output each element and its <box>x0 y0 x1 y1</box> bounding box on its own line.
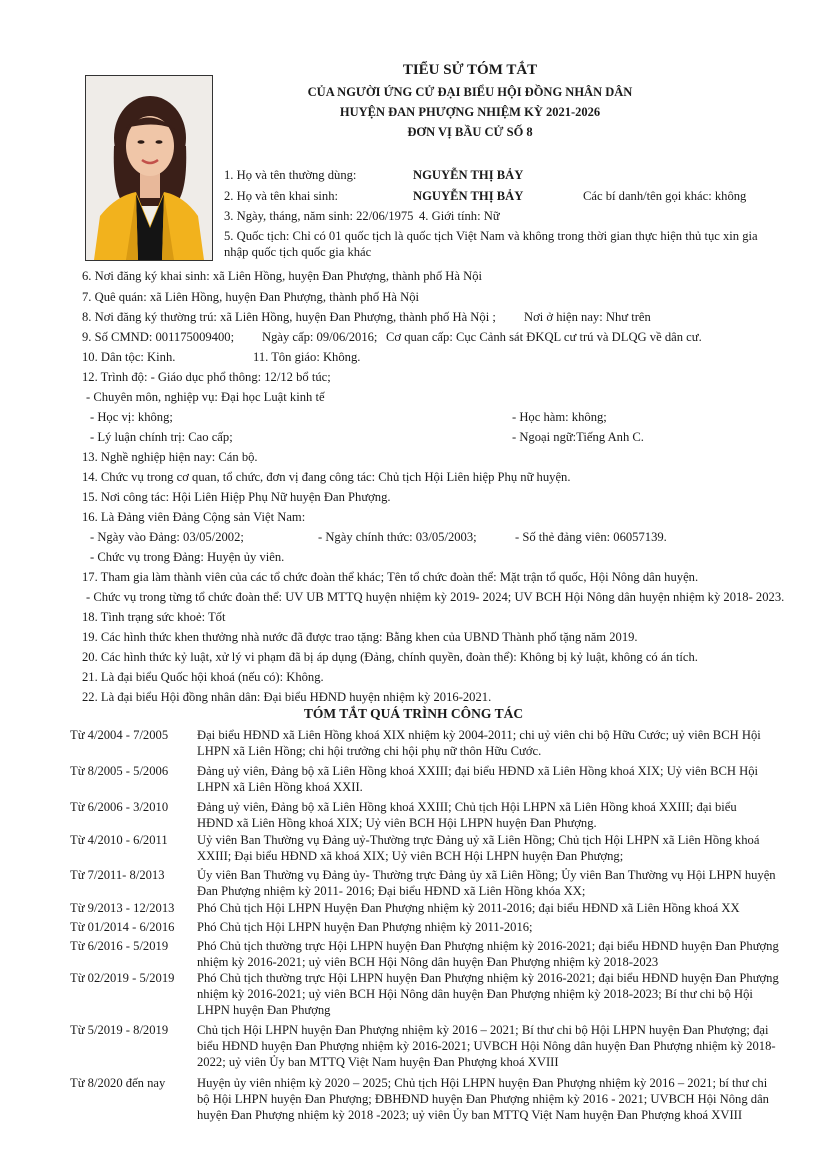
work-description-line: LHPN xã Liên Hồng khoá XXII. <box>197 780 363 794</box>
field-peoples-council: 22. Là đại biểu Hội đồng nhân dân: Đại biểu HĐND huyện nhiệm kỳ 2016-2021. <box>82 690 492 704</box>
work-description-line: Đảng uỷ viên, Đảng bộ xã Liên Hồng khoá XXIII; đại biểu HĐND xã Liên Hồng khoá XIX; Uỷ viên BCH Hội <box>197 764 759 778</box>
field-awards: 19. Các hình thức khen thưởng nhà nước đã được trao tặng: Bằng khen của UBND Thành phố tặng năm 2019. <box>82 630 638 644</box>
work-description <box>197 900 772 916</box>
field-permanent-residence: 8. Nơi đăng ký thường trú: xã Liên Hồng, huyện Đan Phượng, thành phố Hà Nội ; <box>82 310 496 324</box>
work-description-line: nhiệm kỳ 2016-2021; uỷ viên BCH Hội Nông dân huyện Đan Phượng nhiệm kỳ 2018-2023 <box>197 955 659 969</box>
work-description <box>197 832 772 864</box>
field-specialty: - Chuyên môn, nghiệp vụ: Đại học Luật kinh tế <box>86 390 325 404</box>
field-id-number: 9. Số CMND: 001175009400; <box>82 330 235 344</box>
work-period: Từ 7/2011- 8/2013 <box>70 868 165 882</box>
work-period: Từ 9/2013 - 12/2013 <box>70 901 175 915</box>
field-nationality-line1: 5. Quốc tịch: Chỉ có 01 quốc tịch là quốc tịch Việt Nam và không trong thời gian thực hiện thủ tục xin gia <box>224 229 758 243</box>
field-organizations: 17. Tham gia làm thành viên của các tổ chức đoàn thể khác; Tên tổ chức đoàn thể: Mặt trận tổ quốc, Hội Nông dân huyện. <box>82 570 699 584</box>
header-subtitle-2: HUYỆN ĐAN PHƯỢNG NHIỆM KỲ 2021-2026 <box>339 105 601 119</box>
field-common-name-value: NGUYỄN THỊ BẢY <box>413 168 524 182</box>
work-description <box>197 938 779 970</box>
work-description-line: Đại biểu HĐND xã Liên Hồng khoá XIX nhiệm kỳ 2004-2011; chi uỷ viên chi bộ Hữu Cước; uỷ viên BCH Hội <box>197 728 761 742</box>
field-id-issue-date: Ngày cấp: 09/06/2016; <box>262 330 378 344</box>
work-period: Từ 5/2019 - 8/2019 <box>70 1023 169 1037</box>
work-period: Từ 4/2010 - 6/2011 <box>70 833 168 847</box>
field-current-residence: Nơi ở hiện nay: Như trên <box>524 310 651 324</box>
field-national-assembly: 21. Là đại biểu Quốc hội khoá (nếu có): Không. <box>82 670 324 684</box>
work-period: Từ 01/2014 - 6/2016 <box>70 920 175 934</box>
work-period: Từ 8/2005 - 5/2006 <box>70 764 169 778</box>
field-party-official-date: - Ngày chính thức: 03/05/2003; <box>318 530 477 544</box>
field-organization-positions: - Chức vụ trong từng tổ chức đoàn thể: UV UB MTTQ huyện nhiệm kỳ 2019- 2024; UV BCH Hội Nông dân huyện nhiệm kỳ 2018- 2023. <box>86 590 785 604</box>
work-description-line: XXIII; Đại biểu HĐND xã khoá XIX; Uỷ viên BCH Hội LHPN huyện Đan Phượng; <box>197 849 624 863</box>
work-description <box>197 919 772 935</box>
field-ethnicity: 10. Dân tộc: Kinh. <box>82 350 176 364</box>
field-dob: 3. Ngày, tháng, năm sinh: 22/06/1975 <box>224 209 414 223</box>
field-political-theory: - Lý luận chính trị: Cao cấp; <box>90 430 233 444</box>
field-discipline: 20. Các hình thức kỷ luật, xử lý vi phạm đã bị áp dụng (Đảng, chính quyền, đoàn thể): Không bị kỷ luật, không có án tích. <box>82 650 698 664</box>
field-position: 14. Chức vụ trong cơ quan, tổ chức, đơn vị đang công tác: Chủ tịch Hội Liên hiệp Phụ nữ huyện. <box>82 470 571 484</box>
work-description <box>197 970 779 1018</box>
field-academic-title: - Học hàm: không; <box>512 410 607 424</box>
field-nationality-line2: nhập quốc tịch quốc gia khác <box>224 245 372 259</box>
work-description-line: Uỷ viên Ban Thường vụ Đảng uỷ-Thường trực Đảng uỷ xã Liên Hồng; Chủ tịch Hội LHPN xã Liên Hồng khoá <box>197 833 760 847</box>
work-description-line: LHPN huyện Đan Phượng <box>197 1003 331 1017</box>
work-description <box>197 727 772 759</box>
work-description <box>197 867 776 899</box>
field-education: 12. Trình độ: - Giáo dục phổ thông: 12/12 bổ túc; <box>82 370 331 384</box>
work-description-line: Phó Chủ tịch thường trực Hội LHPN huyện Đan Phượng nhiệm kỳ 2016-2021; đại biểu HĐND huyện Đan Phượng <box>197 939 779 953</box>
field-alias: Các bí danh/tên gọi khác: không <box>583 189 747 203</box>
field-party-member: 16. Là Đảng viên Đảng Cộng sản Việt Nam: <box>82 510 306 524</box>
work-description-line: Phó Chủ tịch Hội LHPN huyện Đan Phượng nhiệm kỳ 2011-2016; <box>197 920 533 934</box>
work-description-line: Đảng uỷ viên, Đảng bộ xã Liên Hồng khoá XXIII; Chủ tịch Hội LHPN xã Liên Hồng khoá XXIII; đại biểu <box>197 800 737 814</box>
field-hometown: 7. Quê quán: xã Liên Hồng, huyện Đan Phượng, thành phố Hà Nội <box>82 290 420 304</box>
work-description <box>197 763 772 795</box>
field-id-issuer: Cơ quan cấp: Cục Cảnh sát ĐKQL cư trú và DLQG về dân cư. <box>386 330 702 344</box>
field-gender: 4. Giới tính: Nữ <box>419 209 500 223</box>
portrait-photo <box>85 75 213 261</box>
field-party-position: - Chức vụ trong Đảng: Huyện ủy viên. <box>90 550 285 564</box>
field-birth-name-value: NGUYỄN THỊ BẢY <box>413 189 524 203</box>
field-health: 18. Tình trạng sức khoẻ: Tốt <box>82 610 226 624</box>
field-degree: - Học vị: không; <box>90 410 173 424</box>
work-description-line: Phó Chủ tịch thường trực Hội LHPN huyện Đan Phượng nhiệm kỳ 2016-2021; đại biểu HĐND huyện Đan Phượng <box>197 971 779 985</box>
work-period: Từ 02/2019 - 5/2019 <box>70 971 175 985</box>
work-description-line: 2022; uỷ viên Ủy ban MTTQ Việt Nam huyện Đan Phượng khoá XVIII <box>197 1055 559 1069</box>
field-workplace: 15. Nơi công tác: Hội Liên Hiệp Phụ Nữ huyện Đan Phượng. <box>82 490 391 504</box>
work-description-line: huyện Đan Phượng nhiệm kỳ 2018 -2023; uỷ viên Ủy ban MTTQ Việt Nam huyện Đan Phượng khoá XVIII <box>197 1108 743 1122</box>
work-description-line: Phó Chủ tịch Hội LHPN Huyện Đan Phượng nhiệm kỳ 2011-2016; đại biểu HĐND xã Liên Hồng khoá XX <box>197 901 740 915</box>
work-description-line: biểu HĐND huyện Đan Phượng nhiệm kỳ 2016-2021; UVBCH Hội Nông dân huyện Đan Phượng nhiệm kỳ 2018- <box>197 1039 776 1053</box>
field-religion: 11. Tôn giáo: Không. <box>253 350 361 364</box>
work-description-line: Chủ tịch Hội LHPN huyện Đan Phượng nhiệm kỳ 2016 – 2021; Bí thư chi bộ Hội LHPN huyện Đan Phượng; đại <box>197 1023 769 1037</box>
work-description-line: HĐND xã Liên Hồng khoá XIX; Uỷ viên BCH Hội LHPN huyện Đan Phượng. <box>197 816 597 830</box>
field-party-join-date: - Ngày vào Đảng: 03/05/2002; <box>90 530 244 544</box>
document-title: TIỂU SỬ TÓM TẮT <box>402 62 538 78</box>
field-birth-registration: 6. Nơi đăng ký khai sinh: xã Liên Hồng, huyện Đan Phượng, thành phố Hà Nội <box>82 269 483 283</box>
header-subtitle-3: ĐƠN VỊ BẦU CỬ SỐ 8 <box>407 125 533 139</box>
work-description-line: bộ Hội LHPN huyện Đan Phượng; ĐBHĐND huyện Đan Phượng nhiệm kỳ 2016 - 2021; UVBCH Hội Nông dân <box>197 1092 769 1106</box>
field-foreign-language: - Ngoại ngữ:Tiếng Anh C. <box>512 430 644 444</box>
work-description-line: Ủy viên Ban Thường vụ Đảng ủy- Thường trực Đảng ủy xã Liên Hồng; Ủy viên Ban Thường vụ Hội LHPN huyện <box>197 868 776 882</box>
work-period: Từ 8/2020 đến nay <box>70 1076 166 1090</box>
work-period: Từ 6/2006 - 3/2010 <box>70 800 169 814</box>
field-occupation: 13. Nghề nghiệp hiện nay: Cán bộ. <box>82 450 258 464</box>
work-description <box>197 1075 772 1123</box>
work-description-line: Huyện ủy viên nhiệm kỳ 2020 – 2025; Chủ tịch Hội LHPN huyện Đan Phượng nhiệm kỳ 2016 – 2021; bí thư chi <box>197 1076 768 1090</box>
header-subtitle-1: CỦA NGƯỜI ỨNG CỬ ĐẠI BIỂU HỘI ĐỒNG NHÂN DÂN <box>307 85 633 99</box>
work-period: Từ 6/2016 - 5/2019 <box>70 939 169 953</box>
work-description <box>197 799 772 831</box>
field-party-card-number: - Số thẻ đảng viên: 06057139. <box>515 530 667 544</box>
work-description <box>197 1022 776 1070</box>
work-history-title: TÓM TẮT QUÁ TRÌNH CÔNG TÁC <box>303 706 524 721</box>
field-common-name-label: 1. Họ và tên thường dùng: <box>224 168 357 182</box>
work-period: Từ 4/2004 - 7/2005 <box>70 728 169 742</box>
portrait-image <box>86 76 212 260</box>
work-description-line: nhiệm kỳ 2016-2021; uỷ viên BCH Hội Nông dân huyện Đan Phượng nhiệm kỳ 2018-2023; Bí thư chi bộ Hội <box>197 987 753 1001</box>
field-birth-name-label: 2. Họ và tên khai sinh: <box>224 189 339 203</box>
work-description-line: LHPN xã Liên Hồng; chi hội trưởng chi hội phụ nữ thôn Hữu Cước. <box>197 744 542 758</box>
work-description-line: Đan Phượng nhiệm kỳ 2011- 2016; Đại biểu HĐND xã Liên Hồng khóa XX; <box>197 884 586 898</box>
